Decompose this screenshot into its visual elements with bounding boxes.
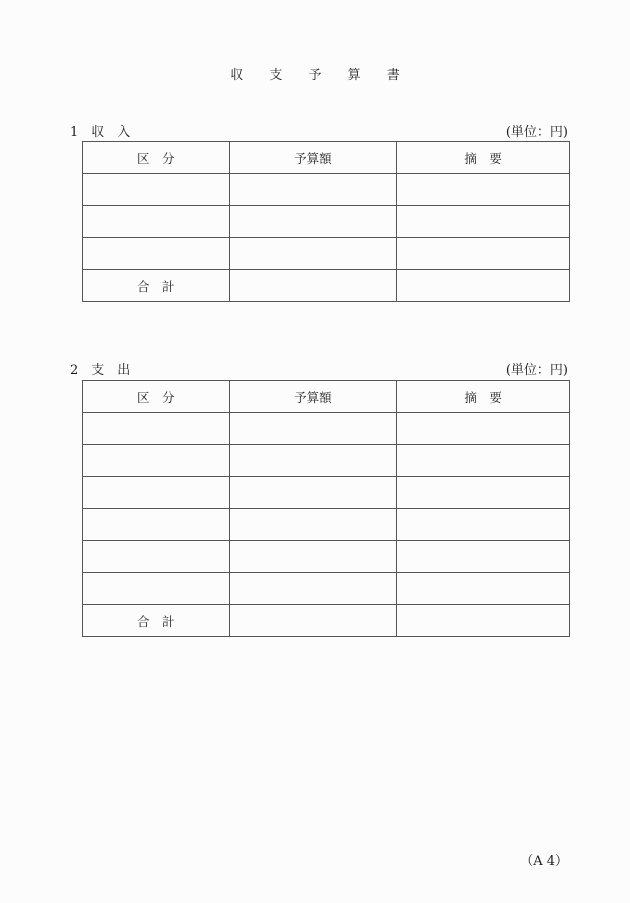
- expenditure-total-row: [83, 605, 570, 637]
- expenditure-table: [82, 380, 570, 637]
- income-heading: 1 収 入: [70, 125, 131, 140]
- expenditure-unit-note: (単位：円): [505, 363, 568, 378]
- expenditure-heading: 2 支 出: [70, 363, 131, 378]
- expenditure-total-remarks[interactable]: [397, 605, 570, 637]
- income-cell-amount[interactable]: [229, 238, 397, 270]
- income-cell-category[interactable]: [83, 206, 230, 238]
- expenditure-col-category: 区 分: [83, 381, 230, 413]
- income-col-remarks: 摘 要: [397, 142, 570, 174]
- income-cell-amount[interactable]: [229, 206, 397, 238]
- expenditure-cell-amount[interactable]: [229, 541, 397, 573]
- expenditure-cell-category[interactable]: [83, 541, 230, 573]
- expenditure-cell-remarks[interactable]: [397, 477, 570, 509]
- expenditure-cell-remarks[interactable]: [397, 413, 570, 445]
- income-col-amount: 予算額: [229, 142, 397, 174]
- expenditure-cell-amount[interactable]: [229, 445, 397, 477]
- income-table: [82, 141, 570, 302]
- expenditure-cell-remarks[interactable]: [397, 509, 570, 541]
- expenditure-row: [83, 573, 570, 605]
- expenditure-cell-category[interactable]: [83, 413, 230, 445]
- income-cell-remarks[interactable]: [397, 174, 570, 206]
- expenditure-row: [83, 413, 570, 445]
- expenditure-cell-amount[interactable]: [229, 477, 397, 509]
- expenditure-cell-category[interactable]: [83, 445, 230, 477]
- expenditure-row: [83, 445, 570, 477]
- expenditure-cell-amount[interactable]: [229, 413, 397, 445]
- income-total-amount[interactable]: [229, 270, 397, 302]
- expenditure-row: [83, 541, 570, 573]
- expenditure-total-amount[interactable]: [229, 605, 397, 637]
- income-cell-remarks[interactable]: [397, 206, 570, 238]
- income-row: [83, 174, 570, 206]
- income-cell-remarks[interactable]: [397, 238, 570, 270]
- income-row: [83, 206, 570, 238]
- expenditure-cell-category[interactable]: [83, 509, 230, 541]
- expenditure-cell-amount[interactable]: [229, 573, 397, 605]
- expenditure-cell-amount[interactable]: [229, 509, 397, 541]
- income-cell-amount[interactable]: [229, 174, 397, 206]
- expenditure-header-row: [83, 381, 570, 413]
- income-cell-category[interactable]: [83, 174, 230, 206]
- income-cell-category[interactable]: [83, 238, 230, 270]
- expenditure-cell-remarks[interactable]: [397, 541, 570, 573]
- expenditure-cell-remarks[interactable]: [397, 445, 570, 477]
- expenditure-row: [83, 509, 570, 541]
- income-unit-note: (単位：円): [505, 125, 568, 140]
- page-size-label: （A 4）: [520, 854, 568, 869]
- income-total-remarks[interactable]: [397, 270, 570, 302]
- income-col-category: 区 分: [83, 142, 230, 174]
- expenditure-cell-category[interactable]: [83, 573, 230, 605]
- expenditure-row: [83, 477, 570, 509]
- income-total-row: [83, 270, 570, 302]
- income-row: [83, 238, 570, 270]
- expenditure-cell-remarks[interactable]: [397, 573, 570, 605]
- income-total-label: 合 計: [83, 270, 230, 302]
- expenditure-total-label: 合 計: [83, 605, 230, 637]
- expenditure-cell-category[interactable]: [83, 477, 230, 509]
- income-header-row: [83, 142, 570, 174]
- expenditure-col-amount: 予算額: [229, 381, 397, 413]
- document-title: 収 支 予 算 書: [230, 68, 411, 83]
- expenditure-col-remarks: 摘 要: [397, 381, 570, 413]
